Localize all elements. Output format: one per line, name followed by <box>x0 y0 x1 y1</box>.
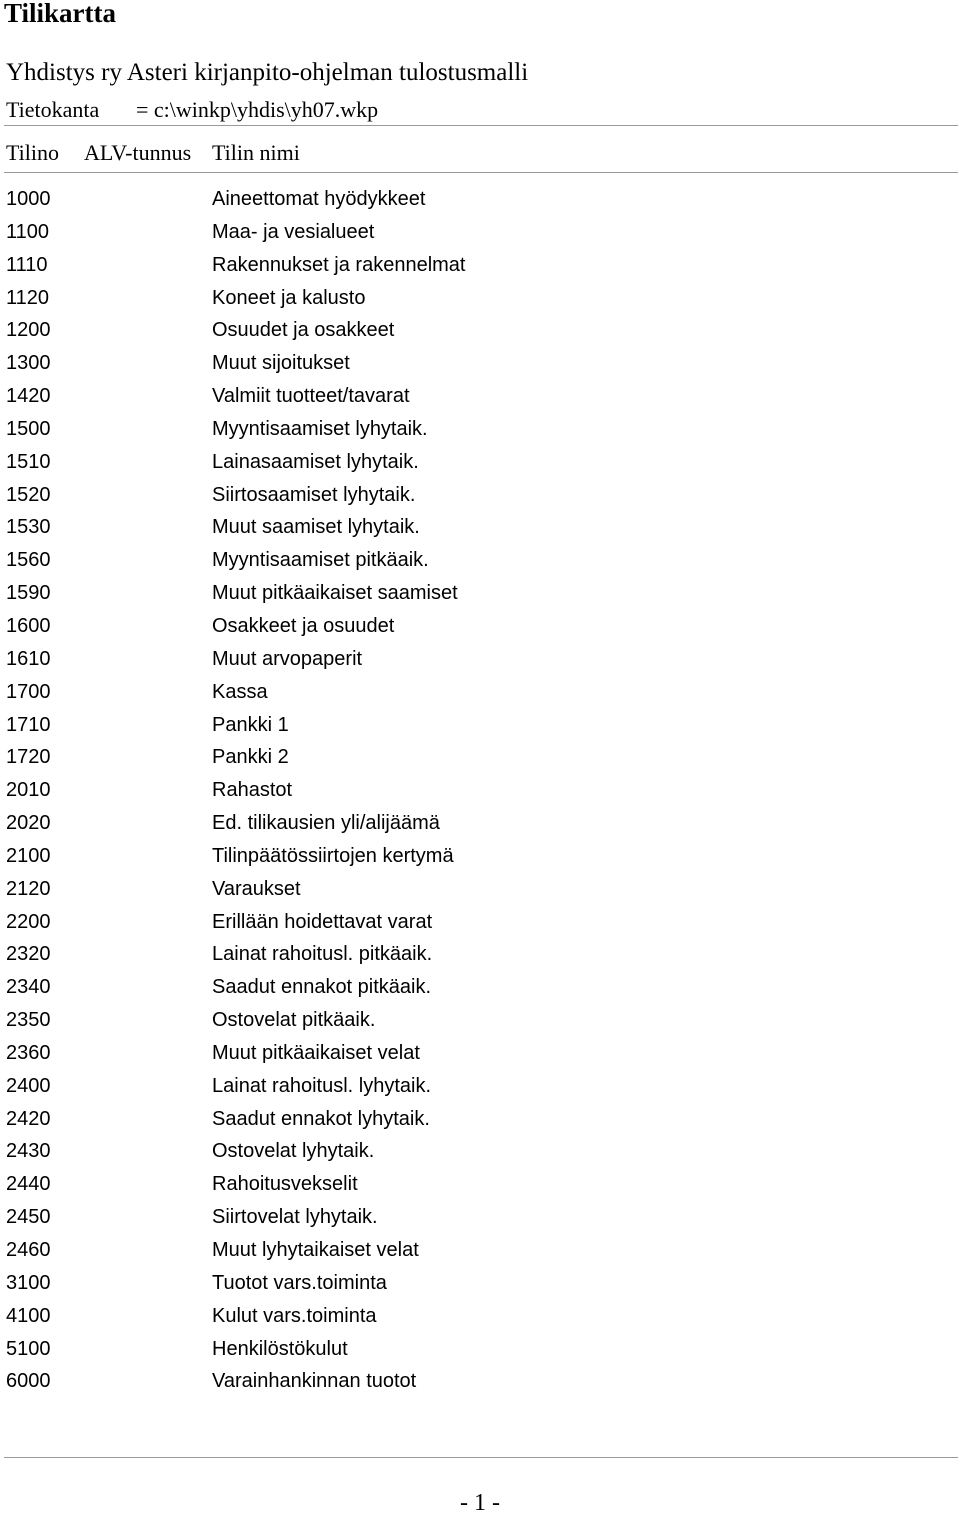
account-name: Muut pitkäaikaiset saamiset <box>212 582 458 605</box>
account-number: 1110 <box>6 253 48 276</box>
account-number: 1520 <box>6 483 51 506</box>
account-name: Lainat rahoitusl. pitkäaik. <box>212 943 433 966</box>
report-subtitle: Yhdistys ry Asteri kirjanpito-ohjelman tulostusmalli <box>6 59 529 86</box>
account-number: 2350 <box>6 1009 51 1032</box>
account-number: 2010 <box>6 779 51 802</box>
account-row <box>0 840 960 873</box>
account-row <box>0 413 960 446</box>
account-name: Rakennukset ja rakennelmat <box>212 253 466 276</box>
account-row <box>0 314 960 347</box>
account-name: Pankki 2 <box>212 746 289 769</box>
account-number: 1710 <box>6 713 51 736</box>
account-number: 4100 <box>6 1304 51 1327</box>
account-row <box>0 1201 960 1234</box>
column-headers <box>0 139 960 167</box>
account-row <box>0 873 960 906</box>
account-number: 2100 <box>6 844 51 867</box>
account-name: Maa- ja vesialueet <box>212 220 375 243</box>
account-name: Tuotot vars.toiminta <box>212 1271 387 1294</box>
column-header-vat-code: ALV-tunnus <box>84 140 192 165</box>
account-number: 5100 <box>6 1337 51 1360</box>
account-row <box>0 183 960 216</box>
divider-footer <box>4 1457 958 1458</box>
account-name: Varainhankinnan tuotot <box>212 1370 417 1393</box>
account-number: 1700 <box>6 680 51 703</box>
database-label: Tietokanta <box>6 97 100 122</box>
account-number: 1300 <box>6 352 51 375</box>
account-number: 2450 <box>6 1206 51 1229</box>
account-row <box>0 1234 960 1267</box>
account-row <box>0 544 960 577</box>
account-row <box>0 610 960 643</box>
account-number: 2420 <box>6 1107 51 1130</box>
account-row <box>0 1004 960 1037</box>
database-path: = c:\winkp\yhdis\yh07.wkp <box>136 97 379 122</box>
account-number: 1530 <box>6 516 51 539</box>
account-name: Kulut vars.toiminta <box>212 1304 377 1327</box>
account-row <box>0 446 960 479</box>
account-number: 2440 <box>6 1173 51 1196</box>
account-number: 6000 <box>6 1370 51 1393</box>
account-name: Siirtosaamiset lyhytaik. <box>212 483 416 506</box>
account-name: Osuudet ja osakkeet <box>212 319 395 342</box>
account-name: Tilinpäätössiirtojen kertymä <box>212 844 454 867</box>
account-name: Muut pitkäaikaiset velat <box>212 1041 420 1064</box>
account-name: Pankki 1 <box>212 713 289 736</box>
account-row <box>0 1168 960 1201</box>
account-number: 1000 <box>6 188 51 210</box>
account-name: Osakkeet ja osuudet <box>212 614 395 637</box>
account-name: Varaukset <box>212 877 301 900</box>
account-number: 2430 <box>6 1140 51 1163</box>
account-row <box>0 774 960 807</box>
account-number: 1560 <box>6 549 51 572</box>
account-row <box>0 216 960 249</box>
column-header-account-name: Tilin nimi <box>212 140 300 165</box>
account-name: Myyntisaamiset lyhytaik. <box>212 417 428 440</box>
account-row <box>0 1300 960 1333</box>
account-row <box>0 347 960 380</box>
account-number: 1420 <box>6 385 51 408</box>
account-name: Siirtovelat lyhytaik. <box>212 1206 378 1229</box>
account-row <box>0 479 960 512</box>
account-name: Muut sijoitukset <box>212 352 350 375</box>
account-name: Kassa <box>212 680 268 703</box>
account-number: 1600 <box>6 614 51 637</box>
database-info <box>6 97 379 123</box>
divider-header <box>4 172 958 173</box>
account-name: Muut lyhytaikaiset velat <box>212 1239 419 1261</box>
account-number: 3100 <box>6 1271 51 1294</box>
account-name: Aineettomat hyödykkeet <box>212 188 426 210</box>
account-name: Valmiit tuotteet/tavarat <box>212 385 410 408</box>
account-row <box>0 906 960 939</box>
account-number: 2120 <box>6 877 51 900</box>
account-number: 1590 <box>6 582 51 605</box>
account-row <box>0 282 960 315</box>
account-row <box>0 249 960 282</box>
account-name: Rahastot <box>212 779 293 802</box>
account-row <box>0 807 960 840</box>
account-row <box>0 1365 960 1398</box>
account-name: Ostovelat pitkäaik. <box>212 1009 376 1032</box>
account-name: Lainasaamiset lyhytaik. <box>212 450 419 473</box>
account-number: 1200 <box>6 319 51 342</box>
account-name: Muut saamiset lyhytaik. <box>212 516 420 539</box>
account-name: Ed. tilikausien yli/alijäämä <box>212 812 440 835</box>
account-name: Rahoitusvekselit <box>212 1173 358 1196</box>
account-number: 1100 <box>6 220 50 243</box>
account-row <box>0 741 960 774</box>
account-name: Saadut ennakot pitkäaik. <box>212 976 432 999</box>
account-row <box>0 380 960 413</box>
account-row <box>0 1267 960 1300</box>
account-row <box>0 643 960 676</box>
account-name: Muut arvopaperit <box>212 647 363 670</box>
account-name: Koneet ja kalusto <box>212 286 366 309</box>
account-row <box>0 709 960 742</box>
account-row <box>0 1103 960 1136</box>
account-number: 2460 <box>6 1239 51 1261</box>
account-number: 2340 <box>6 976 51 999</box>
account-list <box>0 183 960 1398</box>
account-row <box>0 1333 960 1366</box>
account-row <box>0 577 960 610</box>
account-name: Myyntisaamiset pitkäaik. <box>212 549 429 572</box>
account-row <box>0 1070 960 1103</box>
account-name: Henkilöstökulut <box>212 1337 348 1360</box>
account-number: 1120 <box>6 286 50 309</box>
account-number: 1720 <box>6 746 51 769</box>
account-number: 1510 <box>6 450 51 473</box>
account-row <box>0 938 960 971</box>
account-row <box>0 511 960 544</box>
divider-top <box>4 125 958 126</box>
account-number: 2400 <box>6 1074 51 1097</box>
account-name: Ostovelat lyhytaik. <box>212 1140 375 1163</box>
account-number: 2320 <box>6 943 51 966</box>
page-title: Tilikartta <box>4 0 117 28</box>
account-row <box>0 971 960 1004</box>
account-row <box>0 1037 960 1070</box>
column-header-account-no: Tilino <box>6 140 60 165</box>
account-number: 1610 <box>6 647 51 670</box>
account-number: 2200 <box>6 910 51 933</box>
account-row <box>0 676 960 709</box>
account-number: 1500 <box>6 417 51 440</box>
account-row <box>0 1135 960 1168</box>
account-name: Erillään hoidettavat varat <box>212 910 433 933</box>
account-number: 2360 <box>6 1041 51 1064</box>
account-name: Saadut ennakot lyhytaik. <box>212 1107 430 1130</box>
account-name: Lainat rahoitusl. lyhytaik. <box>212 1074 432 1097</box>
account-number: 2020 <box>6 812 51 835</box>
page-number: - 1 - <box>460 1490 500 1516</box>
